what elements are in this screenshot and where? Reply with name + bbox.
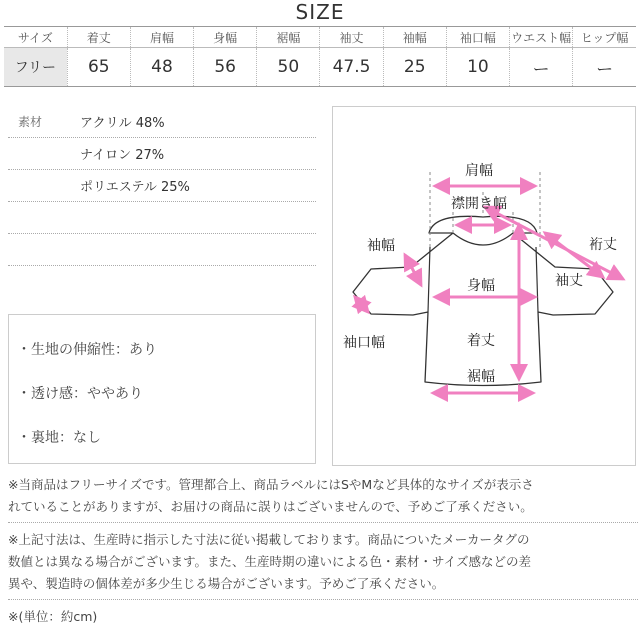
sleeve-seam (536, 247, 538, 312)
note-line: ※上記寸法は、生産時に指示した寸法に従い掲載しております。商品についたメーカータグの (8, 532, 530, 547)
notes-section (8, 474, 638, 628)
note-line: ※当商品はフリーサイズです。管理都合上、商品ラベルにはSやMなど具体的なサイズが表示さ (8, 477, 534, 492)
value-cell: 10 (446, 48, 509, 87)
value-cell: 25 (383, 48, 446, 87)
materials-label: 素材 (18, 115, 43, 129)
list-item (8, 170, 316, 202)
header-cell: 裾幅 (257, 27, 320, 48)
size-cell: フリー (4, 48, 67, 87)
note-line: れていることがありますが、お届けの商品に誤りはございませんので、予めご了承ください。 (8, 499, 533, 514)
header-cell: ヒップ幅 (573, 27, 636, 48)
note-line: 異や、製造時の個体差が多少生じる場合がございます。予めご了承ください。 (8, 576, 445, 591)
label-hem: 裾幅 (467, 369, 495, 385)
value-cell: 65 (67, 48, 130, 87)
value-cell: 48 (130, 48, 193, 87)
value-cell: ー (510, 48, 573, 87)
note-measurements (8, 529, 638, 600)
label-sleeve-width: 袖幅 (367, 238, 395, 254)
cuff-arrow (355, 297, 368, 312)
label-body-width: 身幅 (467, 278, 495, 294)
value-cell: 47.5 (320, 48, 383, 87)
size-table (4, 26, 636, 87)
unit-note: ※(単位：約cm) (8, 609, 98, 624)
garment-diagram (332, 106, 636, 466)
header-cell: 身幅 (194, 27, 257, 48)
fabric-properties (8, 314, 316, 464)
list-item (8, 106, 316, 138)
label-cuff: 袖口幅 (343, 335, 385, 351)
header-cell: ウエスト幅 (510, 27, 573, 48)
size-table-header (4, 27, 636, 48)
header-cell: 袖丈 (320, 27, 383, 48)
label-shoulder: 肩幅 (465, 163, 493, 179)
materials-list (8, 106, 316, 266)
note-free-size (8, 474, 638, 523)
note-line: 数値とは異なる場合がございます。また、生産時期の違いによる色・素材・サイズ感などの差 (8, 554, 532, 569)
garment-diagram-svg (333, 107, 635, 465)
header-cell: サイズ (4, 27, 67, 48)
value-cell: 56 (194, 48, 257, 87)
header-cell: 肩幅 (130, 27, 193, 48)
label-length: 着丈 (467, 333, 495, 349)
label-neck: 襟開き幅 (451, 196, 507, 212)
material-value: ナイロン 27% (80, 148, 165, 163)
material-value: アクリル 48% (80, 116, 165, 131)
value-cell: 50 (257, 48, 320, 87)
list-item (8, 234, 316, 266)
property-lining: ・裏地：なし (17, 430, 101, 446)
material-value: ポリエステル 25% (80, 180, 190, 195)
list-item (8, 202, 316, 234)
list-item (8, 138, 316, 170)
property-sheerness: ・透け感：ややあり (17, 386, 143, 402)
table-row (4, 48, 636, 87)
page-title: SIZE (295, 0, 345, 24)
property-stretch: ・生地の伸縮性：あり (17, 342, 157, 358)
value-cell: ー (573, 48, 636, 87)
label-sleeve-length: 袖丈 (555, 273, 583, 289)
label-yuki: 裄丈 (589, 237, 617, 253)
sleeve-seam (428, 247, 430, 312)
header-cell: 袖幅 (383, 27, 446, 48)
neckline (453, 233, 513, 245)
sleeve-width-arrow (405, 255, 421, 285)
header-cell: 袖口幅 (446, 27, 509, 48)
header-cell: 着丈 (67, 27, 130, 48)
